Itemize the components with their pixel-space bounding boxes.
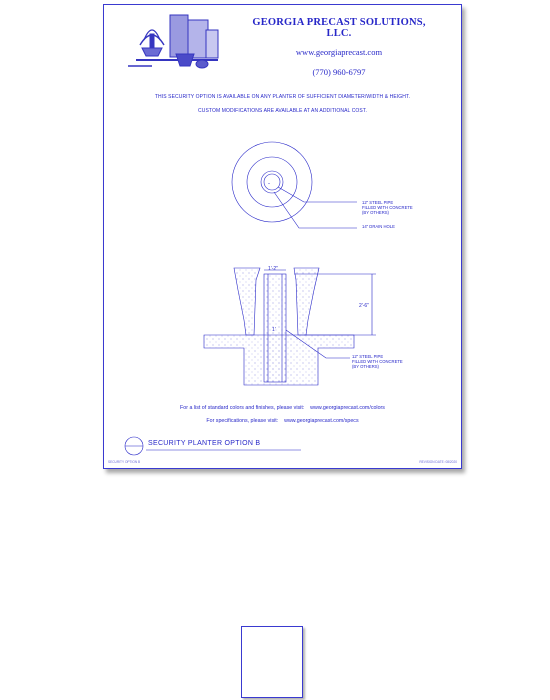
specs-text: For specifications, please visit: [206, 418, 279, 424]
specs-line [104, 418, 461, 424]
company-name: GEORGIA PRECAST SOLUTIONS, LLC. [252, 17, 426, 39]
logo-icon [122, 10, 222, 70]
callout-line: 12" STEEL PIPE [362, 200, 394, 205]
callout-line: FILLED WITH CONCRETE [352, 359, 403, 364]
dim-mid-label: 1' [272, 327, 276, 333]
drawing-sheet [103, 4, 462, 469]
title-circle-icon [122, 436, 146, 456]
company-website: www.georgiaprecast.com [295, 47, 383, 57]
plan-outer-ring [232, 142, 312, 222]
ground-slab [204, 335, 354, 385]
callout-line: (BY OTHERS) [362, 210, 389, 215]
callout-line: 12" STEEL PIPE [352, 354, 384, 359]
plan-view-diagram [104, 140, 461, 250]
plan-middle-ring [247, 157, 297, 207]
plan-center-mark: - [268, 181, 270, 187]
planter-wall-right [294, 268, 319, 335]
dim-height-label: 2'-6" [359, 303, 369, 309]
callout-line: (BY OTHERS) [352, 364, 379, 369]
plan-drain-callout: 14" DRAIN HOLE [362, 224, 395, 229]
footer-right: REVISION DATE: 08/2020 [419, 460, 457, 464]
colors-link[interactable]: www.georgiaprecast.com/colors [310, 405, 385, 411]
colors-text: For a list of standard colors and finishes, please visit: [180, 405, 305, 411]
company-phone: (770) 960-6797 [312, 67, 366, 77]
company-block [244, 13, 434, 77]
plan-pipe-callout [362, 200, 413, 215]
specs-link[interactable]: www.georgiaprecast.com/specs [284, 418, 359, 424]
section-view-diagram [104, 260, 461, 390]
colors-line [104, 405, 461, 411]
callout-line: FILLED WITH CONCRETE [362, 205, 413, 210]
drawing-title: SECURITY PLANTER OPTION B [148, 440, 261, 447]
footer-left: SECURITY OPTION B [108, 460, 141, 464]
title-underline [146, 449, 306, 452]
leader-drain [274, 192, 357, 228]
plan-pipe-inner [264, 174, 280, 190]
note-line-1: THIS SECURITY OPTION IS AVAILABLE ON ANY PLANTER OF SUFFICIENT DIAMETER/WIDTH & HEIGHT. [154, 94, 411, 100]
section-pipe-callout [352, 354, 403, 369]
planter-wall-left [234, 268, 260, 335]
next-page-thumbnail[interactable] [241, 626, 303, 698]
dim-top-label: 1'-2" [268, 266, 278, 272]
note-line-2: CUSTOM MODIFICATIONS ARE AVAILABLE AT AN ADDITIONAL COST. [198, 108, 367, 114]
